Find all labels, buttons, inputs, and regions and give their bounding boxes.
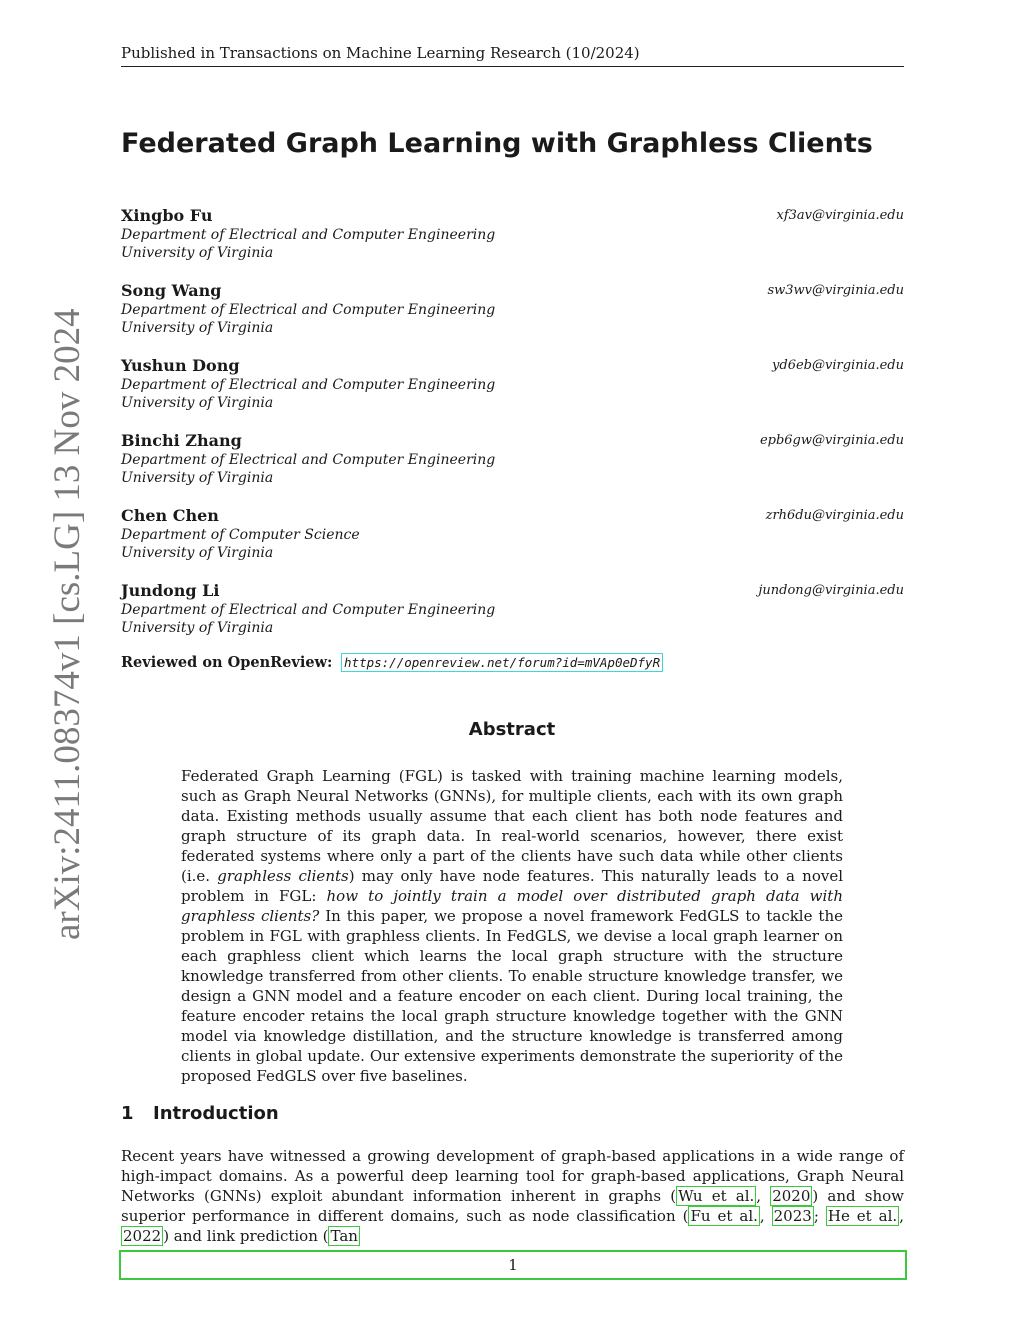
author-university: University of Virginia <box>121 620 274 636</box>
abstract-text: In this paper, we propose a novel framework FedGLS to tackle the problem in FGL with graphless clients. In FedGLS, we devise a local graph learner on each graphless client which learns the local graph structure with the structure knowledge transferred from other clients. To enable structure knowledge transfer, we design a GNN model and a feature encoder on each client. During local training, the feature encoder retains the local graph structure knowledge together with the GNN model via knowledge distillation, and the structure knowledge is transferred among clients in global update. Our extensive experiments demonstrate the superiority of the proposed FedGLS over five baselines. <box>181 907 843 1085</box>
abstract-emphasis: how to jointly train a model over distributed graph data with graphless clients? <box>181 887 843 925</box>
section-number: 1 <box>121 1103 134 1124</box>
author-department: Department of Electrical and Computer Engineering <box>121 602 496 618</box>
author-email[interactable]: xf3av@virginia.edu <box>776 208 904 223</box>
section-heading-introduction <box>121 1103 279 1124</box>
abstract-body <box>181 766 843 1086</box>
openreview-line <box>121 654 663 671</box>
citation-link[interactable]: 2022 <box>123 1227 162 1245</box>
intro-text: , <box>899 1207 904 1225</box>
intro-text: ; <box>813 1207 826 1225</box>
abstract-emphasis: graphless clients <box>217 867 349 885</box>
author-department: Department of Electrical and Computer Engineering <box>121 377 496 393</box>
author-email[interactable]: sw3wv@virginia.edu <box>767 283 904 298</box>
author-name: Xingbo Fu <box>121 206 213 225</box>
openreview-label: Reviewed on OpenReview: <box>121 654 333 671</box>
page-number[interactable]: 1 <box>119 1250 907 1280</box>
arxiv-identifier: arXiv:2411.08374v1 [cs.LG] 13 Nov 2024 <box>47 308 88 940</box>
author-name: Jundong Li <box>121 581 220 600</box>
author-email[interactable]: zrh6du@virginia.edu <box>765 508 904 523</box>
intro-text: Recent years have witnessed a growing development of graph-based applications in a wide range of high-impact domains. As a powerful deep learning tool for graph-based applications, Graph Neural Networks (GNNs) exploit abundant information inherent in graphs ( <box>121 1147 904 1205</box>
citation-link[interactable]: Fu et al. <box>690 1207 758 1225</box>
author-department: Department of Electrical and Computer Engineering <box>121 227 496 243</box>
author-email[interactable]: yd6eb@virginia.edu <box>772 358 904 373</box>
citation-link[interactable]: 2020 <box>772 1187 811 1205</box>
abstract-heading: Abstract <box>468 719 556 740</box>
openreview-link[interactable]: https://openreview.net/forum?id=mVAp0eDfyR <box>341 653 663 672</box>
author-university: University of Virginia <box>121 470 274 486</box>
intro-text: ) and link prediction ( <box>163 1227 329 1245</box>
introduction-body <box>121 1146 904 1246</box>
author-name: Chen Chen <box>121 506 219 525</box>
author-list <box>121 206 904 656</box>
author-department: Department of Computer Science <box>121 527 360 543</box>
intro-text: ) and show superior performance in different domains, such as node classification ( <box>121 1187 904 1225</box>
author-block <box>121 581 904 656</box>
author-university: University of Virginia <box>121 320 274 336</box>
author-university: University of Virginia <box>121 245 274 261</box>
intro-text: , <box>759 1207 772 1225</box>
author-name: Yushun Dong <box>121 356 240 375</box>
journal-header: Published in Transactions on Machine Learning Research (10/2024) <box>121 44 904 67</box>
citation-link[interactable]: Wu et al. <box>678 1187 755 1205</box>
author-block <box>121 506 904 581</box>
intro-text: , <box>756 1187 771 1205</box>
citation-link[interactable]: Tan <box>330 1227 358 1245</box>
section-title: Introduction <box>153 1103 279 1124</box>
author-block <box>121 431 904 506</box>
citation-link[interactable]: 2023 <box>773 1207 812 1225</box>
author-department: Department of Electrical and Computer Engineering <box>121 452 496 468</box>
author-name: Binchi Zhang <box>121 431 242 450</box>
author-block <box>121 281 904 356</box>
author-email[interactable]: epb6gw@virginia.edu <box>759 433 904 448</box>
author-name: Song Wang <box>121 281 222 300</box>
author-university: University of Virginia <box>121 395 274 411</box>
abstract-text: Federated Graph Learning (FGL) is tasked with training machine learning models, such as Graph Neural Networks (GNNs), for multiple clients, each with its own graph data. Existing methods usually assume that each client has both node features and graph structure of its graph data. In real-world scenarios, however, there exist federated systems where only a part of the clients have such data while other clients (i.e. <box>181 767 843 885</box>
abstract-text: ) may only have node features. This naturally leads to a novel problem in FGL: <box>181 867 843 905</box>
author-email[interactable]: jundong@virginia.edu <box>758 583 904 598</box>
citation-link[interactable]: He et al. <box>827 1207 898 1225</box>
author-university: University of Virginia <box>121 545 274 561</box>
paper-title: Federated Graph Learning with Graphless Clients <box>121 128 873 159</box>
author-department: Department of Electrical and Computer Engineering <box>121 302 496 318</box>
author-block <box>121 356 904 431</box>
author-block <box>121 206 904 281</box>
